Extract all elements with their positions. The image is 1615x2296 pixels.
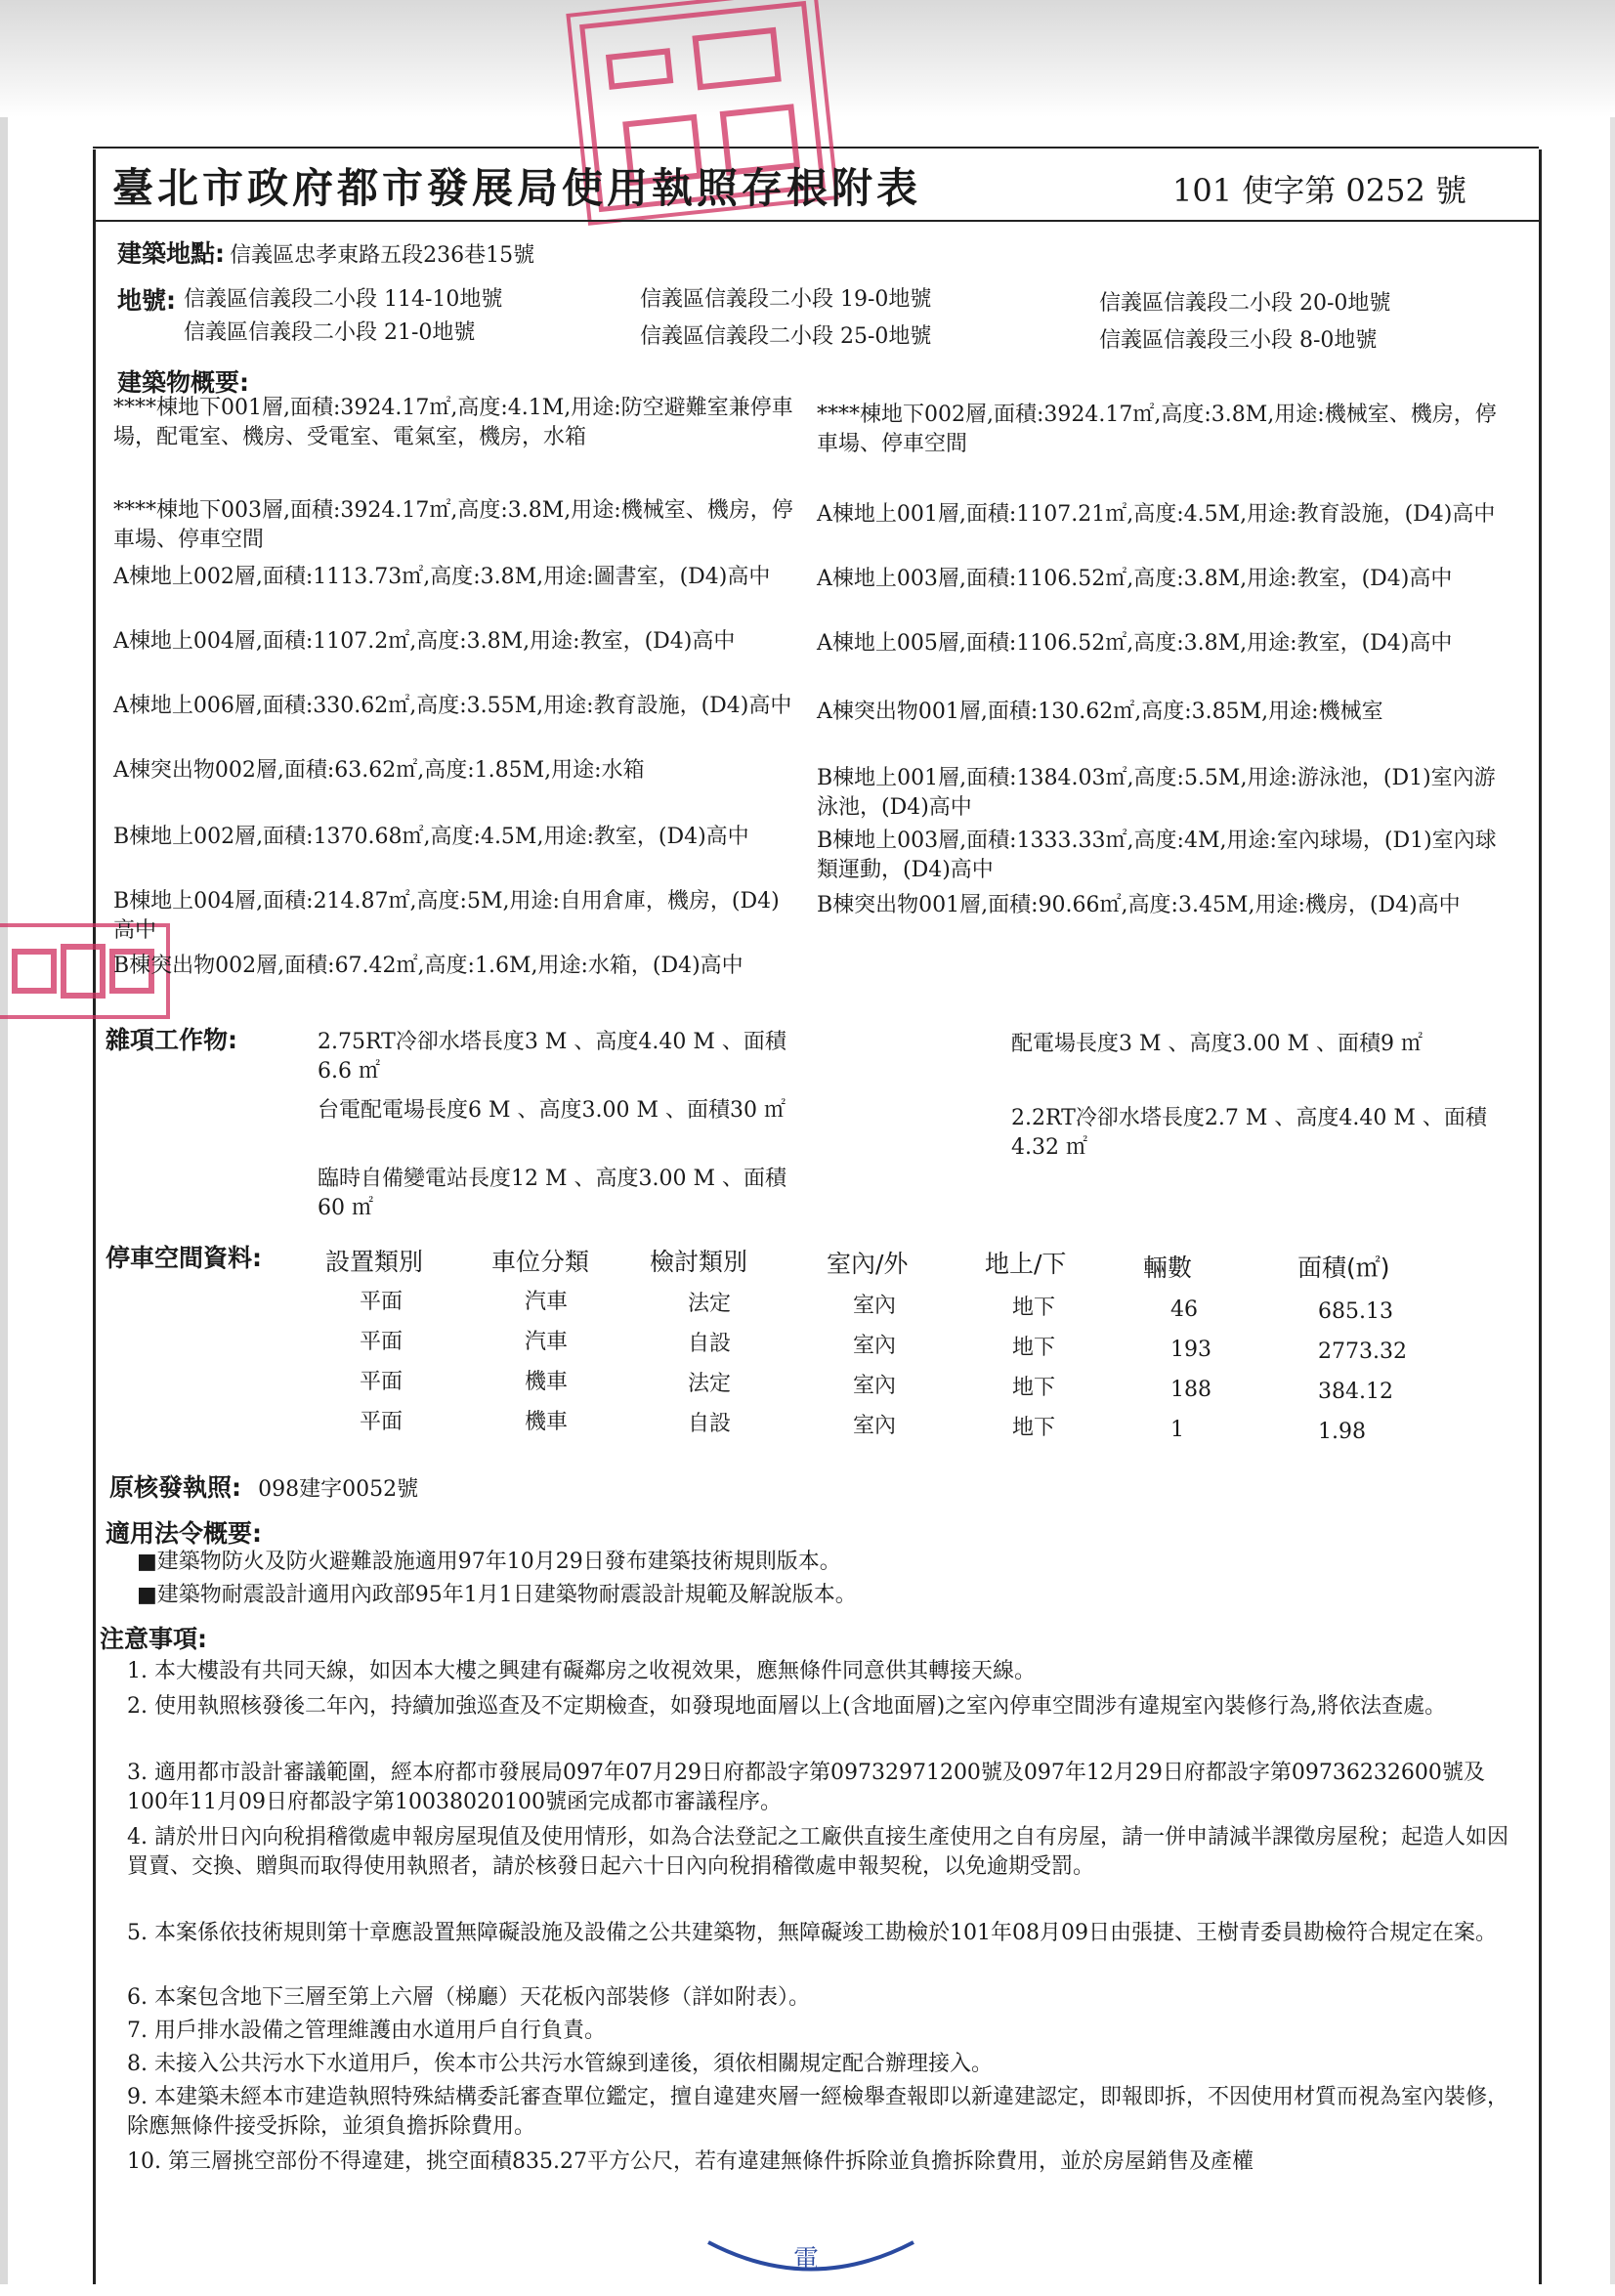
parking-cell: 汽車 [525,1330,569,1354]
parking-cell: 平面 [360,1330,404,1354]
note-item: 7. 用戶排水設備之管理維護由水道用戶自行負責。 [127,2019,606,2043]
building-entry: A棟突出物001層,面積:130.62㎡,高度:3.85M,用途:機械室 [817,700,1383,724]
buildings-label: 建築物概要: [117,368,249,397]
building-entry: B棟地上003層,面積:1333.33㎡,高度:4M,用途:室內球場，(D1)室內球類運動，(D4)高中 [817,829,1497,882]
misc-item: 配電場長度3 M 、高度3.00 M 、面積9 ㎡ [1011,1032,1423,1056]
original-permit-label: 原核發執照: [109,1473,241,1502]
note-item: 1. 本大樓設有共同天線，如因本大樓之興建有礙鄰房之收視效果，應無條件同意供其轉接天線。 [127,1659,1036,1683]
building-entry: ****棟地下002層,面積:3924.17㎡,高度:3.8M,用途:機械室、機房，停車場、停車空間 [817,403,1497,456]
lot-item: 信義區信義段二小段 19-0地號 [640,287,932,312]
permit-number: 101 使字第 0252 號 [1172,172,1467,209]
parking-cell: 384.12 [1318,1380,1393,1404]
misc-item: 2.75RT冷卻水塔長度3 M 、高度4.40 M 、面積6.6 ㎡ [318,1030,786,1084]
parking-header: 設置類別 [325,1248,424,1276]
lot-item: 信義區信義段三小段 8-0地號 [1099,328,1378,353]
title-rule [93,220,1539,222]
note-item: 4. 請於卅日內向稅捐稽徵處申報房屋現值及使用情形，如為合法登記之工廠供直接生產使用之自有房屋，請一併申請減半課徵房屋稅；起造人如因買賣、交換、贈與而取得使用執照者，請於核發日起六十日內向稅捐稽徵處申報契稅，以免逾期受罰。 [127,1825,1509,1879]
parking-cell: 地下 [1012,1336,1056,1360]
lot-item: 信義區信義段二小段 114-10地號 [184,287,503,312]
bottom-stamp [703,2237,918,2296]
parking-cell: 2773.32 [1318,1339,1407,1364]
building-entry: A棟地上006層,面積:330.62㎡,高度:3.55M,用途:教育設施，(D4)高中 [113,694,792,718]
parking-cell: 地下 [1012,1296,1056,1320]
original-permit-row [109,1468,418,1505]
parking-header: 檢討類別 [650,1248,748,1276]
parking-cell: 室內 [853,1294,897,1318]
parking-cell: 汽車 [525,1290,569,1314]
note-item: 3. 適用都市設計審議範圍，經本府都市發展局097年07月29日府都設字第09732971200號及097年12月29日府都設字第09736232600號及100年11月09日府都設字第10038020100號函完成都市審議程序。 [127,1761,1485,1814]
parking-header: 地上/下 [985,1250,1067,1278]
document-title: 臺北市政府都市發展局使用執照存根附表 [112,164,922,212]
building-entry: ****棟地下003層,面積:3924.17㎡,高度:3.8M,用途:機械室、機房，停車場、停車空間 [113,498,793,552]
lot-item: 信義區信義段二小段 20-0地號 [1099,291,1391,316]
parking-header: 輛數 [1143,1254,1193,1282]
lot-item: 信義區信義段二小段 25-0地號 [640,324,932,349]
laws-label: 適用法令概要: [106,1519,262,1548]
law-item: ■建築物耐震設計適用內政部95年1月1日建築物耐震設計規範及解說版本。 [137,1583,857,1607]
building-entry: B棟突出物001層,面積:90.66㎡,高度:3.45M,用途:機房，(D4)高中 [817,893,1461,917]
parking-header: 室內/外 [827,1250,909,1278]
location-label: 建築地點: [117,239,225,268]
parking-cell: 自設 [688,1412,732,1436]
parking-cell: 地下 [1012,1376,1056,1400]
parking-label: 停車空間資料: [106,1244,262,1272]
notes-label: 注意事項: [100,1625,207,1653]
note-item: 5. 本案係依技術規則第十章應設置無障礙設施及設備之公共建築物，無障礙竣工勘檢於101年08月09日由張捷、王樹青委員勘檢符合規定在案。 [127,1921,1497,1945]
parking-cell: 193 [1170,1338,1211,1362]
parking-cell: 平面 [360,1370,404,1394]
building-entry: B棟地上004層,面積:214.87㎡,高度:5M,用途:自用倉庫，機房，(D4)高中 [113,889,780,943]
misc-item: 臨時自備變電站長度12 M 、高度3.00 M 、面積60 ㎡ [318,1167,787,1220]
scan-edge-right [1610,117,1615,2284]
parking-cell: 法定 [688,1292,732,1316]
building-entry: ****棟地下001層,面積:3924.17㎡,高度:4.1M,用途:防空避難室兼停車場，配電室、機房、受電室、電氣室，機房，水箱 [113,396,793,449]
parking-cell: 室內 [853,1334,897,1358]
misc-item: 2.2RT冷卻水塔長度2.7 M 、高度4.40 M 、面積4.32 ㎡ [1011,1106,1487,1160]
building-entry: A棟地上004層,面積:1107.2㎡,高度:3.8M,用途:教室，(D4)高中 [113,629,736,654]
parking-cell: 685.13 [1318,1299,1393,1324]
parking-cell: 平面 [360,1410,404,1434]
note-item: 2. 使用執照核發後二年內，持續加強巡查及不定期檢查，如發現地面層以上(含地面層)之室內停車空間涉有違規室內裝修行為,將依法查處。 [127,1694,1447,1719]
note-item: 8. 未接入公共污水下水道用戶，俟本市公共污水管線到達後，須依相關規定配合辦理接入。 [127,2052,993,2076]
stamp-text: 電 [793,2245,820,2275]
parking-cell: 法定 [688,1372,732,1396]
document-frame [93,149,1542,2284]
building-entry: B棟突出物002層,面積:67.42㎡,高度:1.6M,用途:水箱，(D4)高中 [113,954,744,978]
parking-header: 面積(㎡) [1297,1254,1390,1282]
parking-cell: 地下 [1012,1416,1056,1440]
scan-edge-left [0,117,8,2284]
note-item: 10. 第三層挑空部份不得違建，挑空面積835.27平方公尺，若有違建無條件拆除並負擔拆除費用，並於房屋銷售及產權 [127,2149,1254,2174]
parking-cell: 機車 [525,1370,569,1394]
lot-item: 信義區信義段二小段 21-0地號 [184,320,476,345]
misc-label: 雜項工作物: [106,1026,237,1054]
parking-cell: 1 [1170,1418,1184,1442]
parking-cell: 46 [1170,1297,1198,1322]
note-item: 9. 本建築未經本市建造執照特殊結構委託審查單位鑑定，擅自違建夾層一經檢舉查報即以新違建認定，即報即拆，不因使用材質而視為室內裝修，除應無條件接受拆除，並須負擔拆除費用。 [127,2085,1509,2139]
parking-cell: 1.98 [1318,1420,1366,1444]
law-item: ■建築物防火及防火避難設施適用97年10月29日發布建築技術規則版本。 [137,1550,841,1574]
lots-label: 地號: [117,286,176,315]
location-value: 信義區忠孝東路五段236巷15號 [230,243,535,268]
misc-item: 台電配電場長度6 M 、高度3.00 M 、面積30 ㎡ [318,1098,786,1123]
parking-cell: 188 [1170,1378,1211,1402]
building-entry: B棟地上002層,面積:1370.68㎡,高度:4.5M,用途:教室，(D4)高中 [113,825,749,849]
location-row [117,234,534,271]
building-entry: B棟地上001層,面積:1384.03㎡,高度:5.5M,用途:游泳池，(D1)室內游泳池，(D4)高中 [817,766,1496,820]
building-entry: A棟地上001層,面積:1107.21㎡,高度:4.5M,用途:教育設施，(D4)高中 [817,502,1496,527]
building-entry: A棟地上002層,面積:1113.73㎡,高度:3.8M,用途:圖書室，(D4)高中 [113,565,771,589]
parking-cell: 室內 [853,1374,897,1398]
building-entry: A棟地上003層,面積:1106.52㎡,高度:3.8M,用途:教室，(D4)高中 [817,567,1453,591]
parking-cell: 自設 [688,1332,732,1356]
note-item: 6. 本案包含地下三層至第上六層（梯廳）天花板內部裝修（詳如附表）。 [127,1985,810,2010]
parking-cell: 機車 [525,1410,569,1434]
building-entry: A棟突出物002層,面積:63.62㎡,高度:1.85M,用途:水箱 [113,758,645,783]
parking-header: 車位分類 [491,1248,590,1276]
parking-cell: 室內 [853,1414,897,1438]
original-permit-value: 098建字0052號 [258,1477,419,1502]
parking-cell: 平面 [360,1290,404,1314]
building-entry: A棟地上005層,面積:1106.52㎡,高度:3.8M,用途:教室，(D4)高中 [817,631,1453,656]
